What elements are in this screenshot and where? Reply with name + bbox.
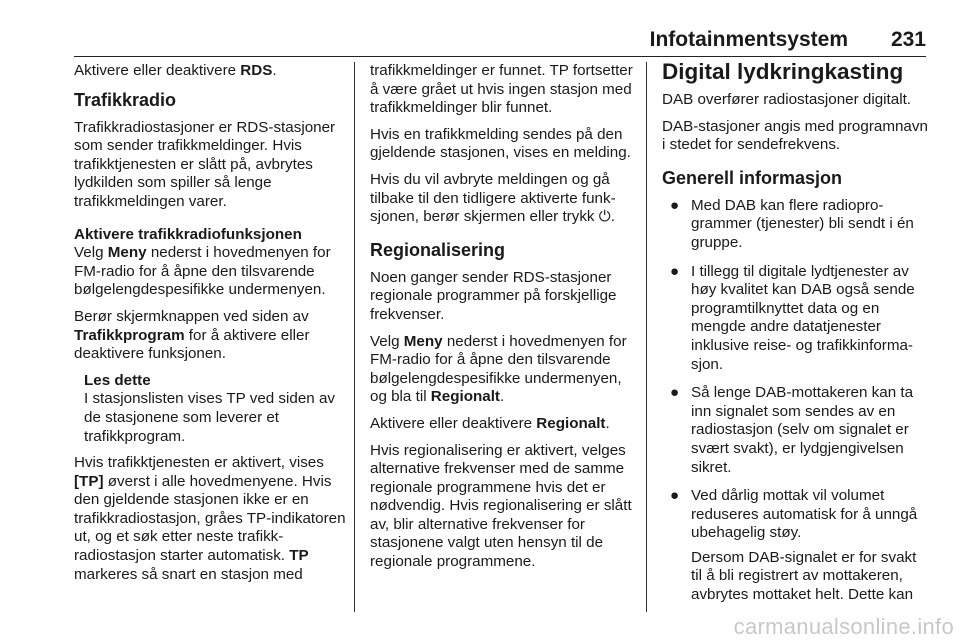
paragraph-tp: Hvis trafikktjenesten er aktivert, vises [TP] øverst i alle hovedmenyene. Hvis den gjeldende stasjonen ikke er en trafikkradiostasjon, gråes TP-indikatoren ut, og et søk etter neste trafikkradiostasjon starter automatisk. TP markeres så snart en stasjon med — [74, 454, 346, 583]
note-box — [84, 372, 346, 446]
bullet-list — [662, 197, 930, 543]
heading-trafikkradio: Trafikkradio — [74, 89, 177, 110]
note-text: I stasjonslisten vises TP ved siden av de stasjonene som leverer et trafikkprogram. — [84, 390, 336, 445]
page-header — [74, 24, 926, 54]
paragraph-regionalt-toggle: Aktivere eller deaktivere Regionalt. — [370, 414, 610, 432]
paragraph-tp-continued: trafikkmeldinger er funnet. TP fortsetter å være grået ut hvis ingen stasjon med trafikkmeldinger blir funnet. — [370, 62, 633, 117]
paragraph-dab-navn: DAB-stasjoner angis med programnavn i stedet for sendefrekvens. — [662, 117, 928, 154]
section-title: Infotainmentsystem — [649, 28, 848, 51]
heading-dab: Digital lydkringkasting — [662, 59, 904, 84]
heading-aktivere: Aktivere trafikkradiofunksjonen — [74, 225, 302, 243]
heading-regionalisering: Regionalisering — [370, 239, 506, 260]
paragraph-avbryte: Hvis du vil avbryte meldingen og gå tilbake til den tidligere aktiverte funksjonen, berør skjermen eller trykk ⏻. — [370, 170, 616, 226]
column-divider-1 — [354, 62, 355, 612]
paragraph-dab-intro: DAB overfører radiostasjoner digitalt. — [662, 91, 912, 108]
header-divider — [74, 56, 926, 57]
paragraph-trafikkprogram: Berør skjermknappen ved siden av Trafikkprogram for å aktivere eller deaktivere funksjonen. — [74, 307, 310, 363]
watermark: carmanualsonline.info — [733, 614, 954, 639]
bullet-icon: ● — [670, 196, 680, 214]
paragraph-dab-weak: Dersom DAB-signalet er for svakt til å bli registrert av mottakeren, avbrytes mottaket helt. Dette kan — [691, 548, 917, 604]
note-title: Les dette — [84, 371, 151, 389]
list-item: ● Så lenge DAB-mottakeren kan ta inn signalet som sendes av en radiostasjon (selv om signalet er svært svakt), er lydgjengivelsen sikret. — [670, 384, 914, 476]
bullet-icon: ● — [670, 384, 680, 402]
column-right — [662, 59, 930, 613]
power-icon: ⏻ — [598, 208, 611, 226]
column-divider-2 — [646, 62, 647, 612]
paragraph-velg-meny: Velg Meny nederst i hovedmenyen for FM-radio for å åpne den tilsvarende bølgelengdespesifikke undermenyen. — [74, 244, 331, 299]
bullet-icon: ● — [670, 262, 680, 280]
page-number: 231 — [890, 28, 926, 51]
column-left — [74, 62, 346, 592]
list-item: ● I tillegg til digitale lydtjenester av høy kvalitet kan DAB også sende programtilknyttet data og en mengde andre datatjenester inklusive reise- og trafikkinformasjon. — [670, 262, 915, 373]
list-item: ● Med DAB kan flere radioprogrammer (tjenester) bli sendt i én gruppe. — [670, 196, 914, 251]
paragraph-trafikkradio: Trafikkradiostasjoner er RDS-stasjoner som sender trafikkmeldinger. Hvis trafikktjenesten er slått på, avbrytes lydkilden som spiller så lenge trafikkmeldingen varer. — [74, 118, 336, 210]
heading-generell: Generell informasjon — [662, 167, 843, 188]
bullet-icon: ● — [670, 487, 680, 505]
paragraph-velg-meny-regional: Velg Meny nederst i hovedmenyen for FM-radio for å åpne den tilsvarende bølgelengdespesifikke undermenyen, og bla til Regionalt. — [370, 332, 627, 406]
paragraph-rds: Aktivere eller deaktivere RDS. — [74, 62, 277, 79]
paragraph-regional-intro: Noen ganger sender RDS-stasjoner regionale programmer på forskjellige frekvenser. — [370, 268, 617, 323]
paragraph-regional-active: Hvis regionalisering er aktivert, velges alternative frekvenser med de samme regionale programmene hvis det er nødvendig. Hvis regionalisering er slått av, blir alternative frekvenser for stasjonene valgt uten hensyn til de regionale programmene. — [370, 441, 632, 571]
paragraph-melding: Hvis en trafikkmelding sendes på den gjeldende stasjonen, vises en melding. — [370, 125, 631, 162]
list-item: ● Ved dårlig mottak vil volumet reduseres automatisk for å unngå ubehagelig støy. — [670, 487, 918, 542]
column-middle — [370, 62, 636, 580]
